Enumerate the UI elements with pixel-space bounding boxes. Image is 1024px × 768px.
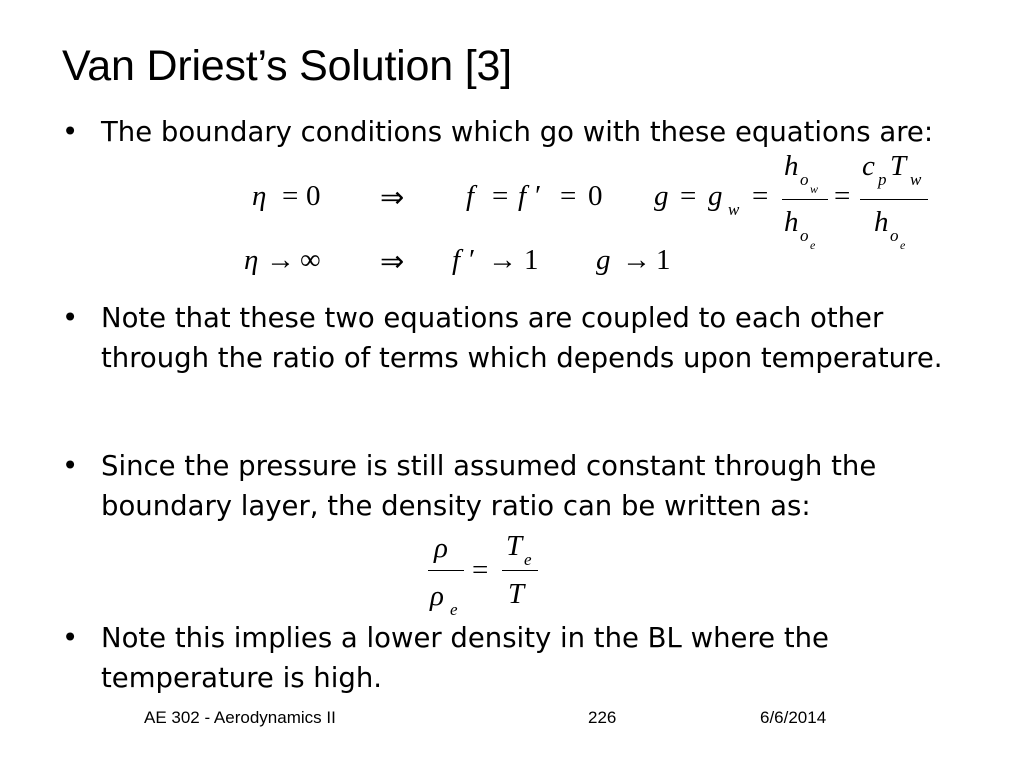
bullet-text-2: Note that these two equations are coupled to each other through the ratio of terms which depends upon temperature.: [101, 302, 943, 374]
equals-sign: =: [492, 180, 509, 212]
rho-symbol: ρ: [434, 532, 448, 564]
fraction-bar: [860, 199, 928, 200]
arrow-to: →: [488, 244, 517, 276]
fraction-bar: [428, 570, 464, 571]
g-symbol: g: [654, 180, 669, 212]
bullet-text-3: Since the pressure is still assumed constant through the boundary layer, the density ratio can be written as:: [101, 450, 877, 522]
footer-date: 6/6/2014: [760, 708, 827, 727]
bullet-marker: •: [62, 622, 79, 654]
t-symbol: T: [890, 150, 907, 182]
subscript-o: o: [890, 226, 899, 245]
subscript-e: e: [810, 238, 816, 252]
subscript-e: e: [524, 550, 532, 569]
equals-sign: =: [472, 554, 489, 586]
bullet-marker: •: [62, 116, 79, 148]
zero-value: 0: [588, 180, 603, 212]
eta-symbol: η: [252, 180, 267, 212]
g-symbol: g: [708, 180, 723, 212]
implies-arrow: ⇒: [380, 246, 405, 278]
subscript-o: o: [800, 170, 809, 189]
subscript-e: e: [450, 600, 458, 619]
fraction-bar: [782, 199, 828, 200]
bullet-text-4: Note this implies a lower density in the BL where the temperature is high.: [101, 622, 829, 694]
c-symbol: c: [862, 150, 875, 182]
bullet-marker: •: [62, 450, 79, 482]
h-symbol: h: [874, 206, 889, 238]
f-prime-symbol: f ′: [518, 180, 540, 212]
one-value: 1: [656, 244, 671, 276]
h-symbol: h: [784, 206, 799, 238]
arrow-to: →: [266, 244, 295, 276]
t-symbol: T: [506, 530, 523, 562]
slide-title: Van Driest’s Solution [3]: [62, 42, 512, 90]
h-symbol: h: [784, 150, 799, 182]
bullet-marker: •: [62, 302, 79, 334]
subscript-p: p: [878, 170, 887, 189]
equals-sign: =: [834, 180, 851, 212]
equals-sign: =: [560, 180, 577, 212]
t-symbol: T: [508, 578, 525, 610]
f-symbol: f: [466, 180, 475, 212]
infinity-symbol: ∞: [300, 244, 321, 276]
equals-sign: =: [680, 180, 697, 212]
footer-page-number: 226: [588, 708, 617, 727]
arrow-to: →: [622, 244, 651, 276]
subscript-w: w: [728, 200, 740, 219]
subscript-w: w: [910, 170, 922, 189]
eta-symbol: η: [244, 244, 259, 276]
footer-course: AE 302 - Aerodynamics II: [144, 708, 336, 727]
zero-value: 0: [306, 180, 321, 212]
subscript-w: w: [810, 182, 819, 196]
equals-sign: =: [282, 180, 299, 212]
implies-arrow: ⇒: [380, 182, 405, 214]
f-prime-symbol: f ′: [452, 244, 474, 276]
subscript-e: e: [900, 238, 906, 252]
bullet-text-1: The boundary conditions which go with these equations are:: [101, 116, 934, 148]
subscript-o: o: [800, 226, 809, 245]
rho-symbol: ρ: [430, 580, 444, 612]
equals-sign: =: [752, 180, 769, 212]
fraction-bar: [502, 570, 538, 571]
one-value: 1: [524, 244, 539, 276]
g-symbol: g: [596, 244, 611, 276]
